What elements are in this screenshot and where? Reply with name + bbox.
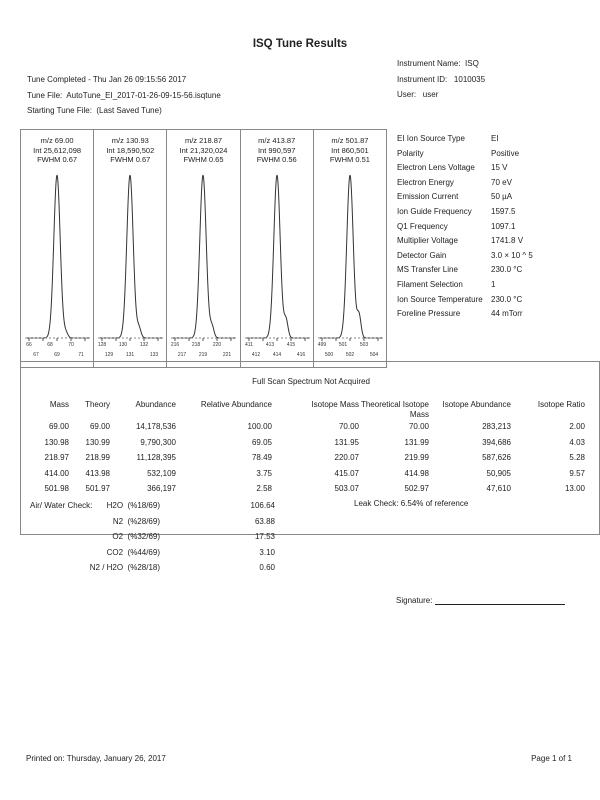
svg-text:413: 413 [265, 342, 274, 348]
svg-text:71: 71 [78, 352, 84, 358]
svg-text:69: 69 [54, 352, 60, 358]
user: user [422, 90, 439, 99]
table-cell: 70.00 [338, 422, 359, 431]
air-water-row [20, 560, 290, 576]
col-mass: Mass [49, 400, 69, 409]
svg-text:220: 220 [213, 342, 222, 348]
parameter-row [397, 132, 533, 147]
table-cell: 587,626 [482, 453, 511, 462]
air-water-row [20, 529, 290, 545]
parameter-value: 230.0 °C [491, 294, 523, 304]
parameter-row [397, 263, 533, 278]
table-cell: 131.99 [404, 437, 429, 447]
table-cell: 130.99 [85, 437, 110, 447]
parameter-row [397, 161, 533, 176]
peak-intensity: Int 860,501 [331, 145, 369, 155]
signature-line[interactable] [435, 596, 565, 605]
instrument-name: ISQ [465, 59, 479, 68]
svg-text:501: 501 [338, 342, 347, 348]
tune-file-row: Tune File: AutoTune_EI_2017-01-26-09-15-56.isqtune [27, 90, 221, 100]
tune-info [27, 72, 221, 119]
svg-text:221: 221 [223, 352, 232, 358]
svg-text:415: 415 [286, 342, 295, 348]
svg-text:218: 218 [192, 342, 201, 348]
peak-panels [20, 129, 387, 368]
tune-completed: Tune Completed - Thu Jan 26 09:15:56 2017 [27, 75, 187, 84]
tune-parameters [397, 132, 533, 322]
table-cell: 69.00 [89, 422, 110, 431]
table-cell: 394,686 [482, 437, 511, 447]
peak-intensity: Int 990,597 [257, 145, 296, 155]
table-cell: 218.99 [85, 453, 110, 462]
col-abundance: Abundance [135, 400, 176, 409]
parameter-label: MS Transfer Line [397, 265, 458, 275]
svg-text:70: 70 [68, 342, 74, 348]
parameter-label: EI Ion Source Type [397, 134, 465, 143]
svg-text:66: 66 [26, 342, 32, 348]
table-cell: 130.98 [44, 437, 69, 447]
table-cell: 414.98 [404, 468, 429, 478]
svg-text:131: 131 [126, 352, 135, 358]
table-cell: 9,790,300 [140, 437, 176, 447]
gas-ratio-value: 17.53 [254, 532, 275, 541]
table-cell: 501.97 [85, 484, 110, 493]
table-cell: 3.75 [256, 468, 272, 478]
svg-text:132: 132 [140, 342, 149, 348]
parameter-row [397, 234, 533, 249]
peak-panel [241, 130, 314, 367]
svg-text:133: 133 [150, 352, 159, 358]
parameter-row [397, 293, 533, 308]
parameter-value: EI [491, 134, 499, 143]
col-theoretical-isotope-mass: Theoretical Isotope Mass [360, 400, 429, 419]
col-relative-abundance: Relative Abundance [200, 400, 272, 409]
parameter-value: 1597.5 [491, 206, 516, 216]
table-cell: 2.58 [256, 484, 272, 493]
svg-text:414: 414 [272, 352, 281, 358]
page-number: Page 1 of 1 [531, 754, 572, 763]
peak-panel [21, 130, 94, 367]
table-cell: 501.98 [44, 484, 69, 493]
table-header [29, 400, 585, 419]
svg-text:128: 128 [98, 342, 107, 348]
peak-plot [167, 130, 240, 369]
col-isotope-mass: Isotope Mass [311, 400, 359, 409]
parameter-value: 1 [491, 279, 496, 289]
parameter-label: Ion Source Temperature [397, 294, 483, 304]
svg-text:216: 216 [171, 342, 180, 348]
peak-plot [21, 130, 94, 369]
parameter-value: Positive [491, 148, 520, 158]
parameter-row [397, 220, 533, 235]
parameter-label: Electron Energy [397, 177, 454, 187]
parameter-label: Multiplier Voltage [397, 236, 458, 246]
table-cell: 100.00 [247, 422, 272, 431]
table-cell: 78.49 [251, 453, 272, 462]
printed-on: Printed on: Thursday, January 26, 2017 [26, 754, 166, 763]
peak-mz: m/z 130.93 [111, 136, 149, 145]
instrument-info [397, 56, 485, 103]
svg-text:504: 504 [369, 352, 378, 358]
full-scan-status: Full Scan Spectrum Not Acquired [252, 377, 370, 386]
signature-label: Signature: [396, 596, 433, 605]
col-isotope-ratio: Isotope Ratio [537, 400, 585, 409]
air-water-row [20, 545, 290, 561]
table-row [29, 481, 585, 497]
svg-text:503: 503 [359, 342, 368, 348]
instrument-id: 1010035 [453, 74, 486, 84]
table-cell: 503.07 [334, 484, 359, 493]
leak-check: Leak Check: 6.54% of reference [354, 499, 469, 508]
parameter-row [397, 190, 533, 205]
svg-text:219: 219 [199, 352, 208, 358]
report-title: ISQ Tune Results [252, 38, 348, 50]
peak-intensity: Int 25,612,098 [33, 145, 82, 155]
peak-fwhm: FWHM 0.56 [256, 155, 297, 164]
table-cell: 69.05 [251, 437, 272, 447]
col-theory: Theory [85, 400, 110, 409]
table-cell: 218.97 [44, 453, 69, 462]
gas-ratio-label: N2 / H2O (%28/18) [89, 563, 160, 572]
signature [396, 596, 565, 605]
parameter-value: 3.0 × 10 ^ 5 [491, 250, 533, 260]
table-cell: 283,213 [482, 422, 511, 431]
parameter-value: 15 V [491, 163, 508, 173]
peak-plot [314, 130, 387, 369]
gas-ratio-label: O2 (%32/69) [112, 532, 160, 541]
peak-panel [314, 130, 386, 367]
svg-text:411: 411 [244, 342, 253, 348]
parameter-value: 1097.1 [491, 221, 516, 231]
air-water-rows [20, 498, 290, 576]
parameter-label: Foreline Pressure [397, 309, 461, 319]
svg-text:129: 129 [105, 352, 114, 358]
table-cell: 220.07 [334, 453, 359, 462]
svg-text:67: 67 [33, 352, 39, 358]
peak-intensity: Int 18,590,502 [106, 145, 155, 155]
svg-text:217: 217 [178, 352, 187, 358]
peak-plot [241, 130, 314, 369]
gas-ratio-label: H2O (%18/69) [106, 501, 160, 510]
gas-ratio-label: N2 (%28/69) [112, 516, 160, 526]
parameter-label: Detector Gain [397, 250, 447, 260]
gas-ratio-value: 106.64 [250, 501, 275, 510]
table-cell: 9.57 [569, 468, 585, 478]
parameter-row [397, 205, 533, 220]
peak-panel [167, 130, 240, 367]
air-water-row [20, 514, 290, 530]
parameter-row [397, 307, 533, 322]
peak-intensity: Int 21,320,024 [179, 145, 228, 155]
table-cell: 70.00 [408, 422, 429, 431]
instrument-id-row: Instrument ID: 1010035 [397, 74, 486, 84]
table-cell: 413.98 [85, 468, 110, 478]
parameter-value: 44 mTorr [491, 309, 523, 319]
parameter-value: 70 eV [491, 177, 512, 187]
svg-text:416: 416 [296, 352, 305, 358]
parameter-label: Electron Lens Voltage [397, 163, 475, 173]
table-cell: 415.07 [334, 468, 359, 478]
table-cell: 2.00 [569, 422, 585, 431]
table-cell: 5.28 [569, 453, 585, 462]
air-water-row [20, 498, 290, 514]
table-row [29, 419, 585, 435]
svg-text:502: 502 [345, 352, 354, 358]
gas-ratio-value: 0.60 [259, 563, 275, 572]
svg-text:499: 499 [317, 342, 326, 348]
parameter-label: Ion Guide Frequency [397, 206, 472, 216]
tune-file: AutoTune_EI_2017-01-26-09-15-56.isqtune [66, 90, 221, 100]
svg-text:68: 68 [47, 342, 53, 348]
peak-fwhm: FWHM 0.51 [329, 155, 370, 164]
parameter-value: 50 µA [491, 192, 513, 202]
table-cell: 414.00 [44, 468, 69, 478]
peak-panel [94, 130, 167, 367]
svg-text:500: 500 [324, 352, 333, 358]
table-row [29, 466, 585, 482]
peak-mz: m/z 69.00 [40, 136, 74, 145]
table-cell: 14,178,536 [135, 422, 176, 431]
table-row [29, 450, 585, 466]
table-cell: 13.00 [564, 484, 585, 493]
instrument-name-row: Instrument Name: ISQ [397, 59, 479, 68]
table-cell: 11,128,395 [136, 453, 176, 462]
svg-text:130: 130 [119, 342, 128, 348]
peak-mz: m/z 218.87 [184, 136, 223, 145]
parameter-label: Filament Selection [397, 279, 463, 289]
starting-tune-file: (Last Saved Tune) [96, 106, 162, 115]
svg-text:412: 412 [251, 352, 260, 358]
parameter-row [397, 249, 533, 264]
table-row [29, 435, 585, 451]
table-cell: 219.99 [404, 453, 429, 462]
table-cell: 131.95 [334, 437, 359, 447]
col-isotope-abundance: Isotope Abundance [442, 400, 511, 409]
peak-plot [94, 130, 167, 369]
starting-tune-file-row: Starting Tune File: (Last Saved Tune) [27, 106, 162, 115]
table-cell: 47,610 [486, 484, 511, 493]
air-water-label: Air/ Water Check: [30, 501, 93, 510]
results-table [29, 400, 585, 497]
gas-ratio-label: CO2 (%44/69) [106, 547, 160, 557]
table-cell: 69.00 [48, 422, 69, 431]
table-cell: 4.03 [569, 437, 585, 447]
table-cell: 366,197 [147, 484, 176, 493]
peak-mz: m/z 413.87 [258, 136, 296, 145]
table-cell: 502.97 [404, 484, 429, 493]
gas-ratio-value: 63.88 [254, 516, 275, 526]
peak-mz: m/z 501.87 [331, 136, 369, 145]
peak-fwhm: FWHM 0.65 [183, 155, 224, 164]
table-cell: 532,109 [147, 468, 176, 478]
peak-fwhm: FWHM 0.67 [110, 155, 151, 164]
parameter-row [397, 176, 533, 191]
table-cell: 50,905 [486, 468, 511, 478]
parameter-row [397, 147, 533, 162]
gas-ratio-value: 3.10 [259, 547, 275, 557]
parameter-value: 1741.8 V [491, 236, 524, 246]
parameter-label: Emission Current [397, 192, 459, 202]
peak-fwhm: FWHM 0.67 [37, 155, 78, 164]
parameter-label: Q1 Frequency [397, 221, 448, 231]
parameter-row [397, 278, 533, 293]
parameter-label: Polarity [397, 148, 424, 158]
parameter-value: 230.0 °C [491, 265, 523, 275]
user-row: User: user [397, 90, 439, 99]
